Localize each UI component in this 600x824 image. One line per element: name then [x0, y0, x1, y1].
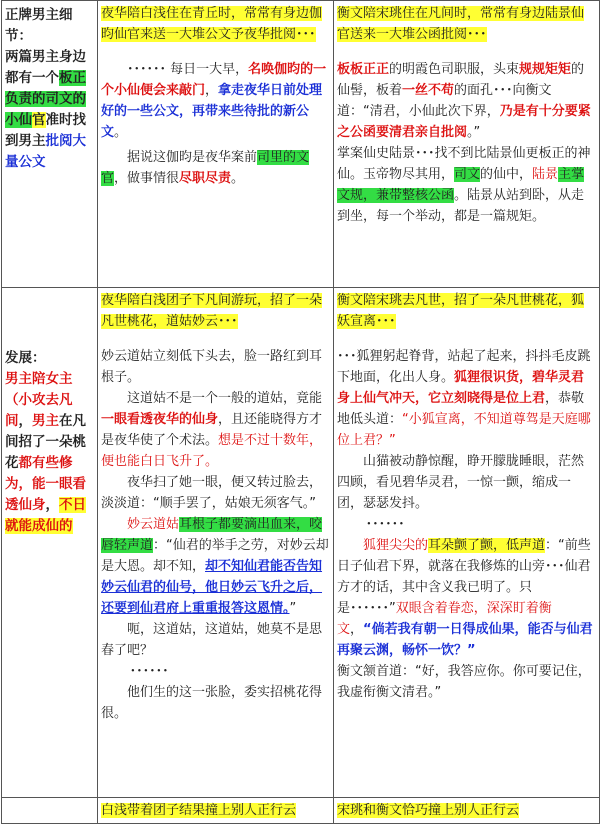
quote-paragraph: 他们生的这一张脸，委实招桃花得很。 [101, 685, 323, 721]
ellipsis: ･･････ [129, 664, 169, 679]
quote-paragraph: 夜华扫了她一眼，便又转过脸去，淡淡道：“顺手罢了，姑娘无须客气。” [101, 475, 323, 511]
row1-label-cell: 正牌男主细节： 两篇男主身边都有一个板正负责的司文的小仙官准时找到男主批阅大量公文 [2, 1, 98, 288]
table-row [2, 798, 600, 824]
table-row [2, 288, 600, 798]
row3-novel-b-cell [334, 798, 600, 824]
passage-heading: 白浅带着团子结果撞上别人正行云 [101, 803, 297, 818]
quote-paragraph: 妙云道姑耳根子都要滴出血来，咬唇轻声道：“仙君的举手之劳，对妙云却是大恩。却不知，却不知仙君能否告知妙云仙君的仙号，他日妙云飞升之后，还要到仙君府上重重报答这恩情。” [101, 517, 329, 616]
quote-paragraph: 妙云道姑立刻低下头去，脸一路红到耳根子。 [101, 349, 323, 385]
quote-paragraph: 板板正正的明霞色司职服，头束规规矩矩的仙髻，板着一丝不苟的面孔･･･向衡文道：“清君，小仙此次下界，乃是有十分要紧之公函要清君亲自批阅。” [337, 62, 591, 140]
quote-paragraph: 掌案仙史陆景･･･找不到比陆景仙更板正的神仙。玉帝物尽其用，司文的仙中，陆景主掌文规，兼带整核公函。陆景从站到卧，从走到坐，每一个举动，都是一篇规矩。 [337, 146, 591, 224]
passage-heading: 衡文陪宋珧去凡世，招了一朵凡世桃花，狐妖宣离･･･ [337, 293, 585, 329]
row3-label-cell [2, 798, 98, 824]
quote-paragraph: 据说这伽昀是夜华案前司里的文官，做事情很尽职尽责。 [101, 150, 310, 186]
quote-paragraph: 狐狸尖尖的耳朵颤了颤，低声道：“前些日子仙君下界，就落在我修炼的山旁･･･仙君方才的话，其中含义我已明了。只是･･････”双眼含着眷恋，深深盯着衡文，“倘若我有朝一日得成仙果，能否与仙君再聚云渊，畅怀一饮？” [337, 538, 593, 658]
label-title: 正牌男主细节： [5, 7, 73, 44]
row1-novel-b-cell [334, 1, 600, 288]
quote-paragraph: 山猫被动静惊醒，睁开朦胧睡眼，茫然四顾，看见碧华灵君，一惊一颤，缩成一团，瑟瑟发抖。 [337, 454, 585, 511]
passage-heading: 夜华陪白浅团子下凡间游玩，招了一朵凡世桃花，道姑妙云･･･ [101, 293, 323, 329]
quote-paragraph: ･･･狐狸躬起脊背，站起了起来，抖抖毛皮跳下地面，化出人身。狐狸很识货，碧华灵君身上仙气冲天，它立刻晓得是位上君，恭敬地低头道：“小狐宣离，不知道尊驾是天庭哪位上君？” [337, 349, 591, 448]
passage-heading: 宋珧和衡文恰巧撞上别人正行云 [337, 803, 520, 818]
highlight: 板正负责的司文的小仙 [5, 70, 86, 128]
table-row [2, 1, 600, 288]
row3-novel-a-cell [98, 798, 334, 824]
row1-novel-a-cell [98, 1, 334, 288]
quote-paragraph: 这道姑不是一个一般的道姑，竟能一眼看透夜华的仙身，且还能晓得方才是夜华使了个术法。想是不过十数年，便也能白日飞升了。 [101, 391, 323, 469]
row2-label-cell: 发展： 男主陪女主（小攻去凡间，男主在凡间招了一朵桃花都有些修为，能一眼看透仙身，不日就能成仙的 [2, 288, 98, 798]
row2-novel-a-cell [98, 288, 334, 798]
comparison-table [1, 0, 600, 824]
quote-paragraph: 衡文颔首道：“好，我答应你。你可要记住，我虚衔衡文清君。” [337, 664, 591, 700]
ellipsis: ･･････ [365, 517, 405, 532]
passage-heading: 衡文陪宋珧住在凡间时，常常有身边陆景仙官送来一大堆公函批阅･･･ [337, 6, 585, 42]
quote-paragraph: ･･････ 每日一大早，名唤伽昀的一个小仙便会来敲门，拿走夜华日前处理好的一些公文，再带来些待批的新公文。 [101, 62, 327, 140]
label-title: 发展： [5, 350, 46, 366]
passage-heading: 夜华陪白浅住在青丘时，常常有身边伽昀仙官来送一大堆公文予夜华批阅･･･ [101, 6, 323, 42]
quote-paragraph: 呃，这道姑，这道姑，她莫不是思春了吧？ [101, 622, 323, 658]
row2-novel-b-cell [334, 288, 600, 798]
